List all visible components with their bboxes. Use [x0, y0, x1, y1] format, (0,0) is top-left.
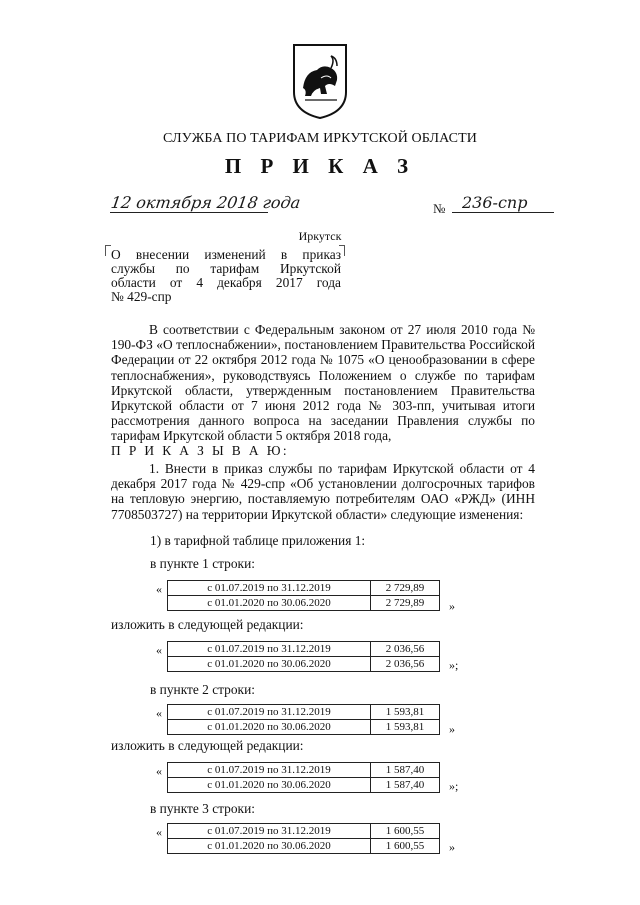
- handwritten-date: 12 октября 2018 года: [109, 193, 302, 212]
- period-cell: с 01.01.2020 по 30.06.2020: [168, 720, 371, 735]
- table-row: [168, 720, 440, 735]
- close-quote: »: [449, 722, 455, 736]
- value-cell: 1 600,55: [371, 824, 440, 839]
- tariff-table-5: [167, 823, 440, 854]
- open-quote: «: [156, 764, 162, 778]
- organization-name: СЛУЖБА ПО ТАРИФАМ ИРКУТСКОЙ ОБЛАСТИ: [163, 131, 477, 146]
- period-cell: с 01.07.2019 по 31.12.2019: [168, 642, 371, 657]
- value-cell: 1 593,81: [371, 720, 440, 735]
- point-1-paragraph: 1. Внести в приказ службы по тарифам Иркутской области от 4 декабря 2017 года № 429-спр «Об установлении долгосрочных тарифов на тепловую энергию, поставляемую потребителям ОАО «РЖД» (ИНН 7708503727) на территории Иркутской области» следующие изменения:: [111, 461, 535, 522]
- table-row: [168, 596, 440, 611]
- tariff-table-3: [167, 704, 440, 735]
- row-label-point-2: в пункте 2 строки:: [150, 682, 255, 697]
- row-label-point-1: в пункте 1 строки:: [150, 556, 255, 571]
- table-row: [168, 763, 440, 778]
- edit-label-1: изложить в следующей редакции:: [111, 617, 304, 632]
- tariff-table-4: [167, 762, 440, 793]
- number-underline: [452, 212, 554, 213]
- close-quote: »: [449, 840, 455, 854]
- table-row: [168, 642, 440, 657]
- document-subject: [111, 248, 341, 304]
- close-quote-semicolon: »;: [449, 779, 459, 793]
- subject-line: О внесении изменений в приказ: [111, 247, 341, 262]
- close-quote-semicolon: »;: [449, 658, 459, 672]
- table-row: [168, 657, 440, 672]
- order-word: П Р И К А З Ы В А Ю:: [111, 443, 289, 458]
- period-cell: с 01.01.2020 по 30.06.2020: [168, 778, 371, 793]
- handwritten-number: 236-спр: [462, 193, 528, 212]
- close-quote: »: [449, 599, 455, 613]
- table-row: [168, 705, 440, 720]
- value-cell: 1 593,81: [371, 705, 440, 720]
- subject-line: № 429-спр: [111, 289, 172, 304]
- preamble-paragraph: В соответствии с Федеральным законом от 27 июля 2010 года № 190-ФЗ «О теплоснабжении», постановлением Правительства Российской Федерации от 22 октября 2012 года № 1075 «О ценообразовании в сфере теплоснабжения», руководствуясь Положением о службе по тарифам Иркутской области, утвержденным постановлением Правительства Иркутской области от 7 июня 2012 года № 303-пп, учитывая итоги рассмотрения данного вопроса на заседании Правления службы по тарифам Иркутской области 5 октября 2018 года,: [111, 322, 535, 444]
- subject-line: области от 4 декабря 2017 года: [111, 275, 341, 290]
- period-cell: с 01.07.2019 по 31.12.2019: [168, 581, 371, 596]
- subject-line: службы по тарифам Иркутской: [111, 261, 341, 276]
- value-cell: 2 036,56: [371, 657, 440, 672]
- value-cell: 1 600,55: [371, 839, 440, 854]
- value-cell: 2 729,89: [371, 596, 440, 611]
- edit-label-2: изложить в следующей редакции:: [111, 738, 304, 753]
- document-type-title: П Р И К А З: [224, 154, 416, 178]
- period-cell: с 01.07.2019 по 31.12.2019: [168, 824, 371, 839]
- table-row: [168, 824, 440, 839]
- subpoint-1: 1) в тарифной таблице приложения 1:: [150, 533, 366, 548]
- coat-of-arms-emblem: [291, 42, 349, 120]
- tariff-table-2: [167, 641, 440, 672]
- table-row: [168, 581, 440, 596]
- table-row: [168, 839, 440, 854]
- row-label-point-3: в пункте 3 строки:: [150, 801, 255, 816]
- period-cell: с 01.01.2020 по 30.06.2020: [168, 839, 371, 854]
- open-quote: «: [156, 643, 162, 657]
- period-cell: с 01.01.2020 по 30.06.2020: [168, 657, 371, 672]
- tariff-table-1: [167, 580, 440, 611]
- value-cell: 2 036,56: [371, 642, 440, 657]
- period-cell: с 01.07.2019 по 31.12.2019: [168, 705, 371, 720]
- open-quote: «: [156, 582, 162, 596]
- value-cell: 1 587,40: [371, 763, 440, 778]
- number-label: №: [433, 201, 446, 216]
- period-cell: с 01.01.2020 по 30.06.2020: [168, 596, 371, 611]
- open-quote: «: [156, 706, 162, 720]
- date-underline: [110, 212, 268, 213]
- open-quote: «: [156, 825, 162, 839]
- city-name: Иркутск: [298, 229, 342, 243]
- table-row: [168, 778, 440, 793]
- value-cell: 2 729,89: [371, 581, 440, 596]
- value-cell: 1 587,40: [371, 778, 440, 793]
- period-cell: с 01.07.2019 по 31.12.2019: [168, 763, 371, 778]
